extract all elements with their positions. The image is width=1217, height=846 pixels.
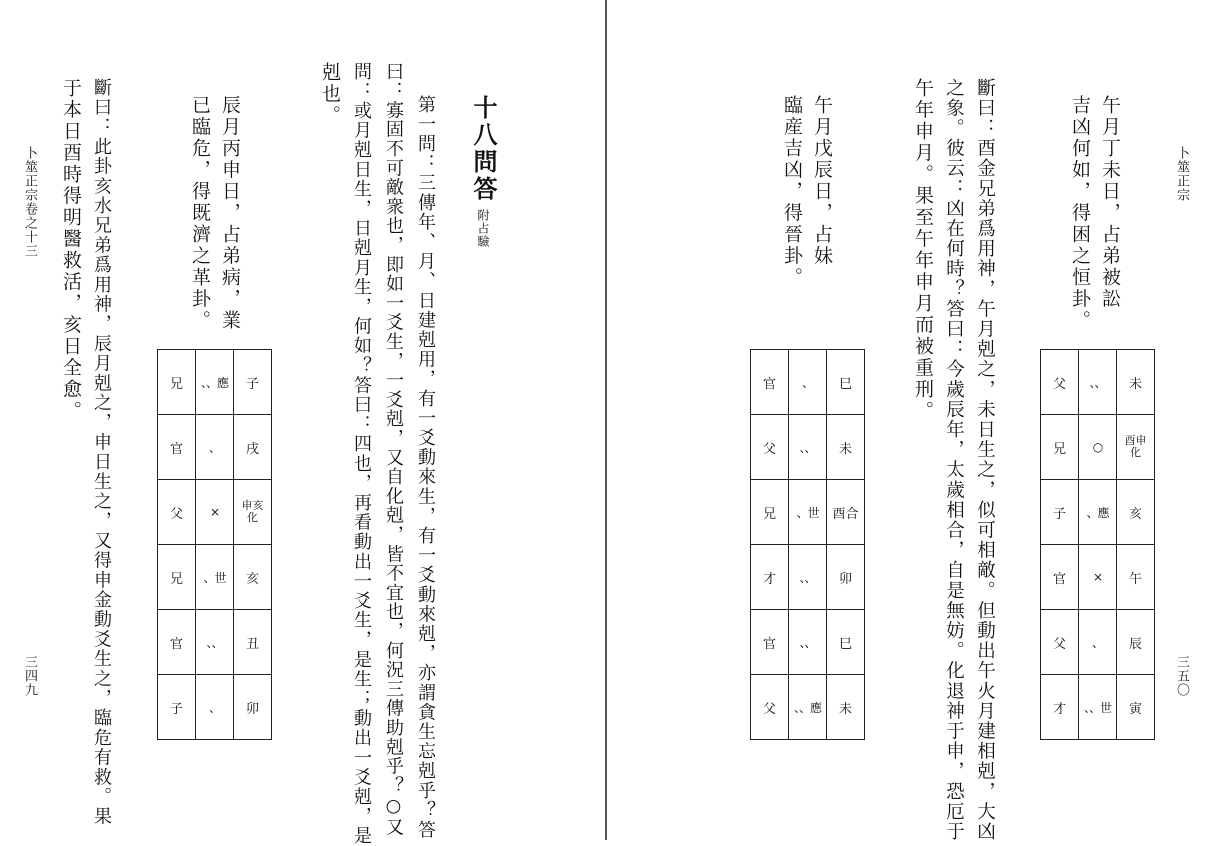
hexagram-line-3 <box>1041 480 1155 545</box>
hexagram-line-5 <box>1041 610 1155 675</box>
hexagram-line-1 <box>158 350 272 415</box>
relation-cell: 官 <box>751 610 789 675</box>
hexagram-line-4 <box>751 545 865 610</box>
judgment1-line-1: 斷曰：酉金兄弟爲用神，午月剋之，未日生之，似可相敵。但動出午火月建相剋，大凶 <box>974 78 996 842</box>
hexagram-line-6 <box>751 675 865 740</box>
branch-cell: 卯 <box>827 545 865 610</box>
mark-cell: 、應 <box>1079 480 1117 545</box>
mark-cell: 、 <box>196 675 234 740</box>
hexagram-line-6 <box>1041 675 1155 740</box>
branch-cell: 酉合 <box>827 480 865 545</box>
judgment1-line-3: 午年申月。果至午年申月而被重刑。 <box>912 78 934 422</box>
relation-cell: 父 <box>1041 350 1079 415</box>
judgment3-line-1: 斷曰：此卦亥水兄弟爲用神，辰月剋之，申日生之，又得申金動爻生之，臨危有救。果 <box>91 78 112 827</box>
hexagram-line-2 <box>158 415 272 480</box>
branch-cell: 丑 <box>234 610 272 675</box>
mark-cell: 、、 <box>789 415 827 480</box>
relation-cell: 才 <box>1041 675 1079 740</box>
relation-cell: 父 <box>751 675 789 740</box>
branch-cell: 卯 <box>234 675 272 740</box>
relation-cell: 父 <box>158 480 196 545</box>
branch-cell: 午 <box>1117 545 1155 610</box>
relation-cell: 兄 <box>751 480 789 545</box>
judgment1-line-2: 之象。彼云：凶在何時？答曰：今歲辰年，太歲相合，自是無妨。化退神于申，恐厄于 <box>943 78 965 842</box>
branch-cell: 巳 <box>827 610 865 675</box>
mark-cell: × <box>1079 545 1117 610</box>
relation-cell: 兄 <box>158 350 196 415</box>
page-divider <box>605 0 607 840</box>
case1-line-2: 吉凶何如，得困之恒卦。 <box>1069 95 1091 332</box>
section-title-text: 十八問答 <box>469 95 498 203</box>
hexagram-line-5 <box>158 610 272 675</box>
hexagram-line-2 <box>1041 415 1155 480</box>
case2-line-2: 臨産吉凶，得晉卦。 <box>781 95 803 289</box>
mark-cell: 、、 <box>196 610 234 675</box>
hexagram-line-6 <box>158 675 272 740</box>
hexagram-line-1 <box>1041 350 1155 415</box>
relation-cell: 兄 <box>158 545 196 610</box>
branch-cell: 未 <box>827 415 865 480</box>
branch-cell: 寅 <box>1117 675 1155 740</box>
hexagram-line-1 <box>751 350 865 415</box>
case3-hexagram-table <box>157 349 272 740</box>
case2-line-1: 午月戊辰日，占妹 <box>811 95 833 267</box>
relation-cell: 官 <box>1041 545 1079 610</box>
relation-cell: 官 <box>751 350 789 415</box>
mark-cell: × <box>196 480 234 545</box>
section-title <box>466 95 501 248</box>
branch-cell: 辰 <box>1117 610 1155 675</box>
branch-cell: 戌 <box>234 415 272 480</box>
question-line-1: 第一問：三傳年、月、日建剋用，有一爻動來生，有一爻動來剋，亦謂貪生忘剋乎？答 <box>415 95 436 840</box>
branch-cell: 未 <box>827 675 865 740</box>
mark-cell: 、、世 <box>1079 675 1117 740</box>
mark-cell: 、、 <box>1079 350 1117 415</box>
relation-cell: 兄 <box>1041 415 1079 480</box>
relation-cell: 父 <box>1041 610 1079 675</box>
hexagram-line-4 <box>158 545 272 610</box>
right-running-header: 卜筮正宗 <box>1174 146 1189 202</box>
transformation-note: 酉申化 <box>1124 433 1147 459</box>
hexagram-line-3 <box>751 480 865 545</box>
hexagram-line-3 <box>158 480 272 545</box>
branch-cell <box>234 480 272 545</box>
branch-cell: 亥 <box>234 545 272 610</box>
mark-cell: 、 <box>1079 610 1117 675</box>
question-line-3: 問：或月剋日生，日剋月生，何如？答曰：四也，再看動出一爻生，是生；動出一爻剋，是 <box>351 62 372 846</box>
case3-line-2: 已臨危，得既濟之革卦。 <box>189 95 211 332</box>
mark-cell: 、 <box>789 350 827 415</box>
branch-cell: 未 <box>1117 350 1155 415</box>
mark-cell: 、、 <box>789 610 827 675</box>
branch-cell: 子 <box>234 350 272 415</box>
relation-cell: 才 <box>751 545 789 610</box>
mark-cell: 、 <box>196 415 234 480</box>
mark-cell: 、、應 <box>789 675 827 740</box>
hexagram-line-4 <box>1041 545 1155 610</box>
mark-cell: 、、應 <box>196 350 234 415</box>
relation-cell: 官 <box>158 610 196 675</box>
mark-cell: ○ <box>1079 415 1117 480</box>
mark-cell: 、世 <box>196 545 234 610</box>
relation-cell: 子 <box>1041 480 1079 545</box>
mark-cell: 、世 <box>789 480 827 545</box>
branch-cell <box>1117 415 1155 480</box>
case1-hexagram-table <box>1040 349 1155 740</box>
left-running-footer: 卜筮正宗卷之十三 <box>22 146 37 258</box>
question-line-4: 剋也。 <box>319 62 341 127</box>
relation-cell: 子 <box>158 675 196 740</box>
left-page-number: 三四九 <box>22 655 37 697</box>
relation-cell: 官 <box>158 415 196 480</box>
branch-cell: 亥 <box>1117 480 1155 545</box>
section-subtitle: 附占驗 <box>476 209 490 248</box>
branch-cell: 巳 <box>827 350 865 415</box>
case3-line-1: 辰月丙申日，占弟病，業 <box>219 95 241 332</box>
relation-cell: 父 <box>751 415 789 480</box>
right-page-number: 三五〇 <box>1174 655 1189 697</box>
judgment3-line-2: 于本日酉時得明醫救活，亥日全愈。 <box>60 78 82 422</box>
question-line-2: 曰：寡固不可敵衆也，即如一爻生，一爻剋，又自化剋，皆不宜也，何況三傳助剋乎？○又 <box>383 62 404 837</box>
hexagram-line-2 <box>751 415 865 480</box>
transformation-note: 申亥化 <box>241 498 264 524</box>
case2-hexagram-table <box>750 349 865 740</box>
case1-line-1: 午月丁未日，占弟被訟 <box>1099 95 1121 310</box>
hexagram-line-5 <box>751 610 865 675</box>
mark-cell: 、、 <box>789 545 827 610</box>
